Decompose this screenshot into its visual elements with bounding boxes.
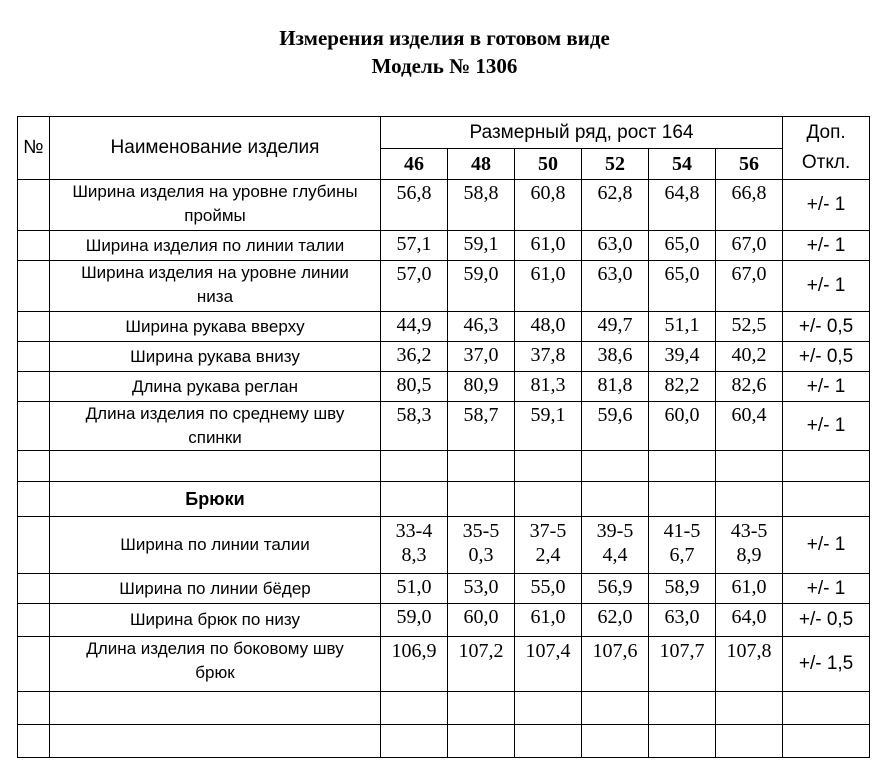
measurement-value: 80,9: [448, 372, 515, 402]
table-row: [18, 180, 870, 231]
measurement-value: 35-50,3: [448, 517, 515, 574]
measurements-table: [17, 116, 870, 758]
row-number-cell: [18, 342, 50, 372]
measurement-value: 37,0: [448, 342, 515, 372]
measurement-name: Ширина брюк по низу: [50, 604, 381, 637]
measurement-name: Ширина изделия по линии талии: [50, 231, 381, 261]
row-number-cell: [18, 604, 50, 637]
measurement-value: 59,0: [381, 604, 448, 637]
table-row: [18, 312, 870, 342]
measurement-value: 67,0: [716, 261, 783, 312]
tolerance-header-line-1: Доп.: [806, 122, 846, 143]
measurement-value: 48,0: [515, 312, 582, 342]
measurement-value: 58,3: [381, 402, 448, 451]
empty-cell: [50, 725, 381, 758]
tolerance-value: +/- 1: [783, 231, 870, 261]
row-number-cell: [18, 637, 50, 692]
measurement-value: 61,0: [716, 574, 783, 604]
measurement-name: Длина изделия по боковому шву брюк: [50, 637, 381, 692]
empty-cell: [783, 692, 870, 725]
empty-cell: [716, 692, 783, 725]
row-number-cell: [18, 261, 50, 312]
measurement-name: Ширина по линии талии: [50, 517, 381, 574]
row-number-cell: [18, 372, 50, 402]
measurement-name: Ширина рукава внизу: [50, 342, 381, 372]
empty-cell: [515, 451, 582, 482]
empty-cell: [448, 725, 515, 758]
empty-cell: [716, 725, 783, 758]
empty-cell: [448, 482, 515, 517]
measurement-value: 82,2: [649, 372, 716, 402]
tolerance-header: [783, 117, 870, 180]
size-header-52: 52: [582, 149, 649, 180]
empty-cell: [381, 482, 448, 517]
measurement-value: 107,8: [716, 637, 783, 692]
measurement-name: Ширина изделия на уровне глубины проймы: [50, 180, 381, 231]
measurement-value: 63,0: [582, 261, 649, 312]
size-header-50: 50: [515, 149, 582, 180]
measurement-value: 39-54,4: [582, 517, 649, 574]
tolerance-value: +/- 0,5: [783, 312, 870, 342]
measurement-value: 53,0: [448, 574, 515, 604]
measurement-value: 63,0: [582, 231, 649, 261]
empty-cell: [783, 725, 870, 758]
row-number-cell: [18, 312, 50, 342]
empty-cell: [18, 725, 50, 758]
measurement-value: 57,0: [381, 261, 448, 312]
measurement-value: 81,8: [582, 372, 649, 402]
empty-cell: [649, 451, 716, 482]
size-header-46: 46: [381, 149, 448, 180]
size-header-54: 54: [649, 149, 716, 180]
size-header-48: 48: [448, 149, 515, 180]
measurement-value: 55,0: [515, 574, 582, 604]
tolerance-value: +/- 1,5: [783, 637, 870, 692]
empty-cell: [18, 692, 50, 725]
measurement-name: Ширина рукава вверху: [50, 312, 381, 342]
measurement-value: 56,8: [381, 180, 448, 231]
measurement-value: 106,9: [381, 637, 448, 692]
empty-row: [18, 451, 870, 482]
empty-cell: [50, 692, 381, 725]
tolerance-value: +/- 1: [783, 574, 870, 604]
empty-cell: [649, 692, 716, 725]
measurement-value: 81,3: [515, 372, 582, 402]
measurement-value: 64,0: [716, 604, 783, 637]
measurement-value: 33-48,3: [381, 517, 448, 574]
measurement-value: 59,6: [582, 402, 649, 451]
measurement-value: 62,8: [582, 180, 649, 231]
table-row: [18, 574, 870, 604]
measurement-value: 61,0: [515, 261, 582, 312]
measurements-table-body: [18, 117, 870, 758]
tolerance-value: +/- 1: [783, 372, 870, 402]
tolerance-header-line-2: Откл.: [801, 152, 851, 173]
table-row: [18, 372, 870, 402]
measurement-value: 59,1: [448, 231, 515, 261]
measurement-value: 38,6: [582, 342, 649, 372]
empty-cell: [716, 451, 783, 482]
tolerance-value: +/- 1: [783, 517, 870, 574]
measurement-value: 59,0: [448, 261, 515, 312]
tolerance-value: +/- 0,5: [783, 342, 870, 372]
tolerance-value: +/- 1: [783, 180, 870, 231]
column-header-name: Наименование изделия: [50, 117, 381, 180]
empty-row: [18, 725, 870, 758]
measurement-value: 58,9: [649, 574, 716, 604]
tolerance-value: +/- 1: [783, 261, 870, 312]
size-header-56: 56: [716, 149, 783, 180]
table-row: [18, 604, 870, 637]
empty-cell: [582, 451, 649, 482]
row-number-cell: [18, 517, 50, 574]
empty-row: [18, 692, 870, 725]
measurement-name: Ширина по линии бёдер: [50, 574, 381, 604]
measurement-value: 59,1: [515, 402, 582, 451]
model-number: Модель № 1306: [371, 54, 518, 78]
measurement-value: 57,1: [381, 231, 448, 261]
empty-cell: [448, 692, 515, 725]
table-row: [18, 637, 870, 692]
measurement-value: 41-56,7: [649, 517, 716, 574]
row-number-cell: [18, 574, 50, 604]
measurement-value: 51,1: [649, 312, 716, 342]
measurement-value: 63,0: [649, 604, 716, 637]
section-title-trousers: Брюки: [50, 482, 381, 517]
measurement-value: 56,9: [582, 574, 649, 604]
measurement-value: 60,0: [649, 402, 716, 451]
measurement-value: 107,6: [582, 637, 649, 692]
measurement-value: 80,5: [381, 372, 448, 402]
measurement-value: 82,6: [716, 372, 783, 402]
empty-cell: [448, 451, 515, 482]
table-row: [18, 342, 870, 372]
empty-cell: [783, 451, 870, 482]
measurement-value: 49,7: [582, 312, 649, 342]
empty-cell: [582, 482, 649, 517]
column-header-number: №: [18, 117, 50, 180]
measurement-value: 58,7: [448, 402, 515, 451]
tolerance-value: +/- 1: [783, 402, 870, 451]
empty-cell: [582, 692, 649, 725]
table-row: [18, 517, 870, 574]
empty-cell: [649, 725, 716, 758]
measurement-value: 51,0: [381, 574, 448, 604]
measurement-value: 67,0: [716, 231, 783, 261]
measurement-name: Ширина изделия на уровне линии низа: [50, 261, 381, 312]
row-number-cell: [18, 402, 50, 451]
empty-cell: [381, 451, 448, 482]
empty-cell: [582, 725, 649, 758]
measurement-value: 64,8: [649, 180, 716, 231]
measurement-value: 44,9: [381, 312, 448, 342]
empty-cell: [515, 725, 582, 758]
measurement-value: 61,0: [515, 231, 582, 261]
measurement-value: 66,8: [716, 180, 783, 231]
empty-cell: [515, 692, 582, 725]
row-number-cell: [18, 231, 50, 261]
measurement-value: 52,5: [716, 312, 783, 342]
table-row: [18, 402, 870, 451]
measurement-value: 39,4: [649, 342, 716, 372]
measurement-value: 65,0: [649, 261, 716, 312]
measurement-value: 37-52,4: [515, 517, 582, 574]
empty-cell: [783, 482, 870, 517]
size-range-header: Размерный ряд, рост 164: [381, 117, 783, 149]
measurement-value: 107,7: [649, 637, 716, 692]
measurement-value: 36,2: [381, 342, 448, 372]
document-title: Измерения изделия в готовом виде: [279, 26, 610, 50]
measurement-value: 107,2: [448, 637, 515, 692]
measurement-value: 58,8: [448, 180, 515, 231]
measurement-value: 62,0: [582, 604, 649, 637]
table-row: [18, 231, 870, 261]
tolerance-value: +/- 0,5: [783, 604, 870, 637]
measurement-value: 37,8: [515, 342, 582, 372]
row-number-cell: [18, 482, 50, 517]
empty-cell: [50, 451, 381, 482]
measurement-value: 60,8: [515, 180, 582, 231]
measurement-value: 61,0: [515, 604, 582, 637]
measurement-value: 43-58,9: [716, 517, 783, 574]
measurement-name: Длина изделия по среднему шву спинки: [50, 402, 381, 451]
measurement-value: 60,4: [716, 402, 783, 451]
empty-cell: [381, 725, 448, 758]
section-title-row: [18, 482, 870, 517]
measurement-value: 107,4: [515, 637, 582, 692]
empty-cell: [381, 692, 448, 725]
measurement-value: 40,2: [716, 342, 783, 372]
table-row: [18, 261, 870, 312]
measurement-value: 46,3: [448, 312, 515, 342]
measurement-value: 65,0: [649, 231, 716, 261]
measurement-value: 60,0: [448, 604, 515, 637]
empty-cell: [515, 482, 582, 517]
measurement-name: Длина рукава реглан: [50, 372, 381, 402]
empty-cell: [649, 482, 716, 517]
row-number-cell: [18, 180, 50, 231]
empty-cell: [716, 482, 783, 517]
empty-cell: [18, 451, 50, 482]
